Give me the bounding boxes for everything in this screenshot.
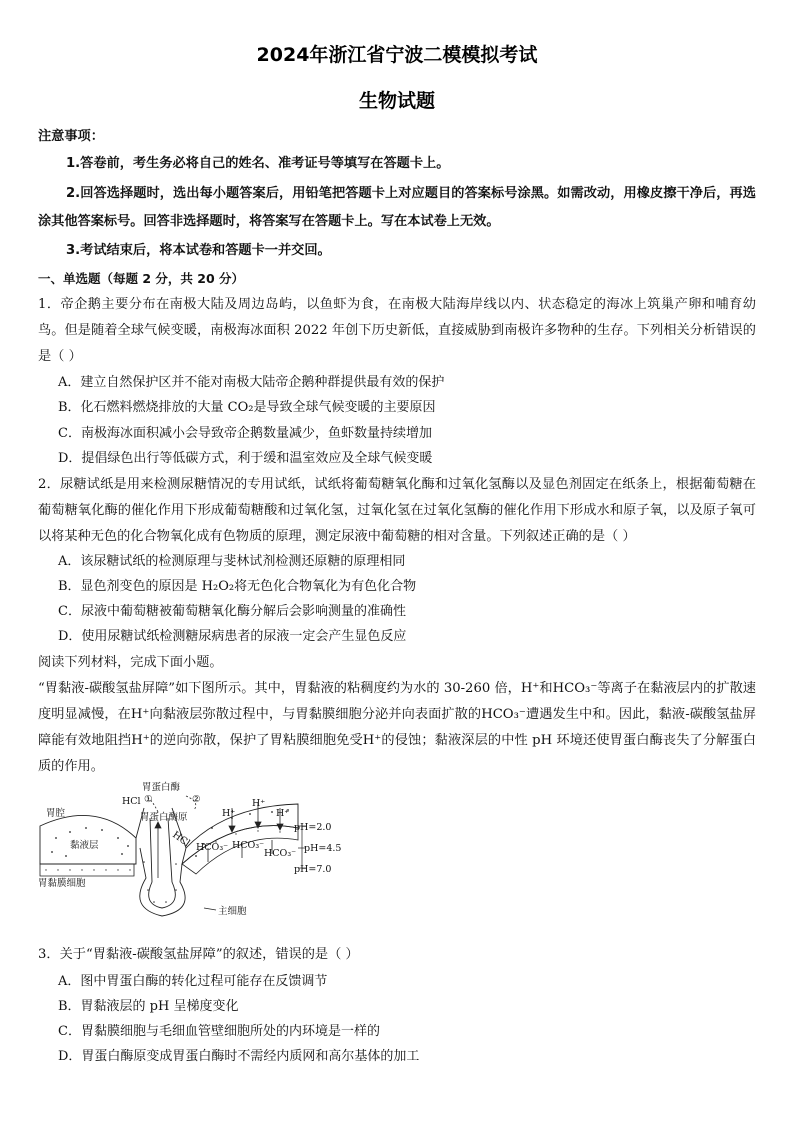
question-2-option-a: A．该尿糖试纸的检测原理与斐林试剂检测还原糖的原理相同	[58, 554, 406, 569]
label-ph-7: pH=7.0	[294, 864, 332, 875]
question-3-option-d: D．胃蛋白酶原变成胃蛋白酶时不需经内质网和高尔基体的加工	[58, 1049, 420, 1064]
label-hcl-pit: HCl	[170, 829, 192, 850]
label-hco3-1: HCO₃⁻	[196, 842, 229, 853]
page-title: 2024年浙江省宁波二模模拟考试	[256, 44, 538, 66]
question-3-option-a: A．图中胃蛋白酶的转化过程可能存在反馈调节	[58, 974, 328, 989]
question-2-option-d: D．使用尿糖试纸检测糖尿病患者的尿液一定会产生显色反应	[58, 629, 407, 644]
question-2-option-c: C．尿液中葡萄糖被葡萄糖氧化酶分解后会影响测量的准确性	[58, 604, 406, 619]
note-item-1: 1.答卷前，考生务必将自己的姓名、准考证号等填写在答题卡上。	[66, 156, 450, 171]
question-3-stem: 3．关于“胃黏液-碳酸氢盐屏障”的叙述，错误的是（ ）	[38, 947, 359, 962]
label-hco3-2: HCO₃⁻	[232, 840, 265, 851]
gastric-gland-inner	[149, 818, 176, 908]
question-1-option-a: A．建立自然保护区并不能对南极大陆帝企鹅种群提供最有效的保护	[58, 375, 445, 390]
question-3-option-c: C．胃黏膜细胞与毛细血管壁细胞所处的内环境是一样的	[58, 1024, 380, 1039]
label-pepsin: 胃蛋白酶	[142, 782, 181, 793]
question-1-stem: 1．帝企鹅主要分布在南极大陆及周边岛屿，以鱼虾为食，在南极大陆海岸线以内、状态稳定的海冰上筑巢产卵和哺育幼鸟。但是随着全球气候变暖，南极海冰面积 2022 年创下历史新低，直接威胁到南极许多物种的生存。下列相关分析错误的是（ ）	[38, 297, 756, 364]
label-mark-1: ①	[144, 794, 153, 805]
page-subtitle: 生物试题	[358, 90, 435, 112]
label-hplus-2: H⁺	[252, 798, 266, 809]
label-hco3-3: HCO₃⁻	[264, 848, 297, 859]
label-stomach-cavity: 胃腔	[46, 808, 66, 819]
question-2-stem: 2．尿糖试纸是用来检测尿糖情况的专用试纸，试纸将葡萄糖氧化酶和过氧化氢酶以及显色剂固定在纸条上，根据葡萄糖在葡萄糖氧化酶的催化作用下形成葡萄糖酸和过氧化氢，过氧化氢在过氧化氢酶的催化作用下形成水和原子氧，以及原子氧可以将某种无色的化合物氧化成有色物质的原理，测定尿液中葡萄糖的相对含量。下列叙述正确的是（ ）	[38, 477, 756, 544]
label-ph-4-5: pH=4.5	[304, 843, 342, 854]
question-3-option-b: B．胃黏液层的 pH 呈梯度变化	[58, 999, 239, 1014]
note-item-2: 2.回答选择题时，选出每小题答案后，用铅笔把答题卡上对应题目的答案标号涂黑。如需改动，用橡皮擦干净后，再选涂其他答案标号。回答非选择题时，将答案写在答题卡上。写在本试卷上无效。	[38, 186, 756, 229]
material-text: “胃黏液-碳酸氢盐屏障”如下图所示。其中，胃黏液的粘稠度约为水的 30-260 倍，H⁺和HCO₃⁻等离子在黏液层内的扩散速度明显减慢，在H⁺向黏液层弥散过程中，与胃黏膜细胞分泌并向表面扩散的HCO₃⁻遭遇发生中和。因此，黏液-碳酸氢盐屏障能有效地阻挡H⁺的逆向弥散，保护了胃粘膜细胞免受H⁺的侵蚀；黏液深层的中性 pH 环境还使胃蛋白酶丧失了分解蛋白质的作用。	[38, 681, 756, 774]
label-mucosa-cells: 胃黏膜细胞	[38, 878, 86, 889]
label-mark-2: ②	[192, 794, 201, 805]
material-intro: 阅读下列材料，完成下面小题。	[38, 655, 223, 670]
gastric-gland	[140, 848, 185, 916]
note-item-3: 3.考试结束后，将本试卷和答题卡一并交回。	[66, 243, 331, 258]
section-heading: 一、单选题（每题 2 分，共 20 分）	[38, 271, 245, 286]
label-chief-cell: 主细胞	[218, 906, 247, 917]
gastric-barrier-diagram	[36, 778, 342, 928]
mucosa-cell-band	[40, 864, 134, 876]
label-mucus-layer: 黏液层	[70, 840, 99, 851]
label-pepsinogen: 胃蛋白酶原	[140, 812, 188, 823]
question-1-option-d: D．提倡绿色出行等低碳方式，利于缓和温室效应及全球气候变暖	[58, 451, 433, 466]
notes-heading: 注意事项：	[38, 129, 104, 144]
question-1-option-c: C．南极海冰面积减小会导致帝企鹅数量减少，鱼虾数量持续增加	[58, 426, 432, 441]
label-hcl-top: HCl	[122, 796, 141, 807]
label-hplus-3: H⁺	[276, 808, 290, 819]
label-ph-2: pH=2.0	[294, 822, 332, 833]
question-1-option-b: B．化石燃料燃烧排放的大量 CO₂是导致全球气候变暖的主要原因	[58, 400, 436, 415]
question-2-option-b: B．显色剂变色的原因是 H₂O₂将无色化合物氧化为有色化合物	[58, 579, 417, 594]
label-hplus-1: H⁺	[222, 808, 236, 819]
